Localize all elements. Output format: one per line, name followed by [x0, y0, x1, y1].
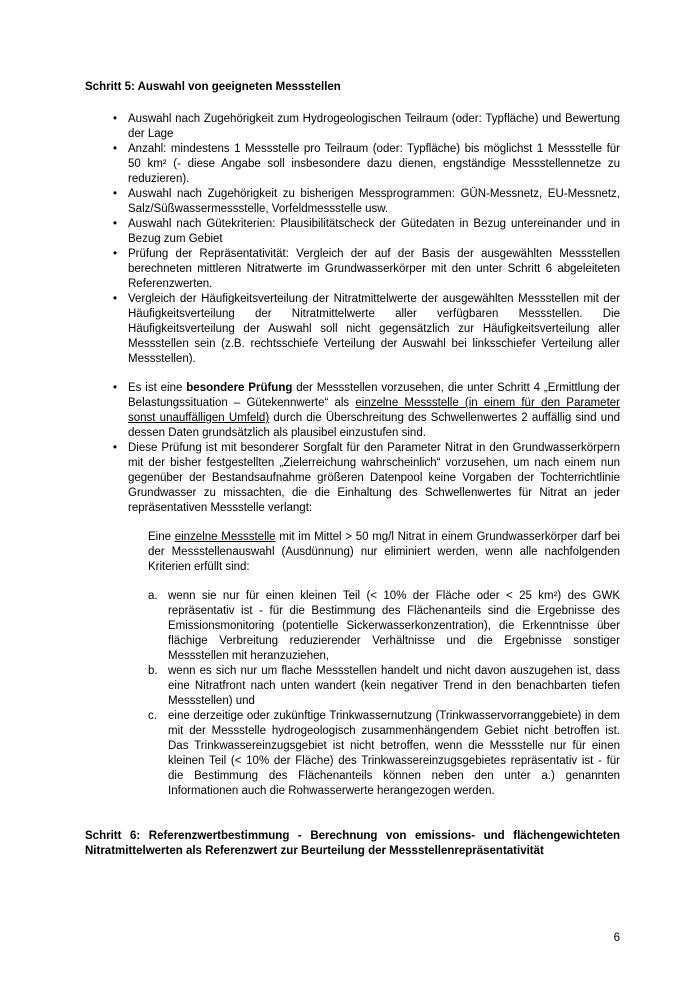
- text-segment: wenn es sich nur um flache Messstellen handelt und nicht davon auszugehen ist, dass eine Nitratfront nach unten wandert (kein negativer Trend in den benachbarten tiefen Messstellen) und: [168, 665, 620, 707]
- text-segment: Auswahl nach Zugehörigkeit zum Hydrogeologischen Teilraum (oder: Typfläche) und Bewertung der Lage: [128, 113, 620, 140]
- indented-paragraph: [85, 530, 620, 575]
- text-segment: Es ist eine: [128, 382, 187, 394]
- bullet-item: [85, 217, 620, 247]
- spacer: [85, 516, 620, 530]
- bullet-marker: •: [113, 113, 118, 125]
- spacer: [85, 367, 620, 381]
- bullet-item: [85, 247, 620, 292]
- paragraph-text: [128, 441, 620, 516]
- list-label: c.: [148, 710, 157, 722]
- text-segment: Schritt 5: Auswahl von geeigneten Messstellen: [85, 81, 341, 93]
- bullet-item: [85, 187, 620, 217]
- section-heading: [85, 80, 620, 95]
- text-segment: Vergleich der Häufigkeitsverteilung der Nitratmittelwerte der ausgewählten Messstellen mit der Häufigkeitsverteilung der Nitratmittelwerte aller verfügbaren Messstellen. Die Häufigkeitsverteilung der Auswahl soll nicht gegensätzlich zur Häufigkeitsverteilung aller Messstellen sein (z.B. rechtsschiefe Verteilung der Auswahl bei linksschiefer Verteilung aller Messstellen).: [128, 293, 620, 365]
- bullet-item: [85, 142, 620, 187]
- lettered-item: [85, 664, 620, 709]
- paragraph-text: [85, 829, 620, 859]
- text-segment: Diese Prüfung ist mit besonderer Sorgfalt für den Parameter Nitrat in den Grundwasserkörpern mit der bisher festgestellten „Zielerreichung wahrscheinlich“ vorzusehen, um nach einem nun gegenüber der Bestandsaufnahme größeren Datenpool keine Vorgaben der Tochterrichtlinie Grundwasser zu missachten, die die Einhaltung des Schwellenwertes für Nitrat an jeder repräsentativen Messstelle verlangt:: [128, 442, 620, 514]
- paragraph-text: [168, 709, 620, 799]
- paragraph-text: [128, 142, 620, 187]
- bullet-marker: •: [113, 188, 118, 200]
- text-segment: Eine: [148, 531, 175, 543]
- text-segment: besondere Prüfung: [186, 382, 293, 394]
- paragraph-text: [128, 187, 620, 217]
- document-content: [85, 80, 620, 859]
- list-label: a.: [148, 590, 158, 602]
- section-heading: [85, 829, 620, 859]
- text-segment: Prüfung der Repräsentativität: Vergleich der auf der Basis der ausgewählten Messstellen berechneten mittleren Nitratwerte im Grundwasserkörper mit den unter Schritt 6 abgeleiteten Referenzwerten.: [128, 248, 620, 290]
- bullet-item: [85, 112, 620, 142]
- page-number: 6: [613, 932, 620, 944]
- bullet-marker: •: [113, 382, 118, 394]
- paragraph-text: [128, 217, 620, 247]
- text-segment: Anzahl: mindestens 1 Messstelle pro Teilraum (oder: Typfläche) bis möglichst 1 Messstelle für 50 km² (- diese Angabe soll insbesondere dazu dienen, engständige Messstellennetze zu reduzieren).: [128, 143, 620, 185]
- bullet-item: [85, 381, 620, 441]
- spacer: [85, 799, 620, 829]
- paragraph-text: [148, 530, 620, 575]
- bullet-marker: •: [113, 442, 118, 454]
- text-segment: durch die Überschreitung des Schwellenwertes 2 auffällig sind und dessen Daten grundsätzlich als plausibel einzustufen sind.: [128, 412, 620, 439]
- paragraph-text: [85, 80, 620, 95]
- lettered-item: [85, 709, 620, 799]
- bullet-marker: •: [113, 293, 118, 305]
- paragraph-text: [128, 112, 620, 142]
- text-segment: Auswahl nach Zugehörigkeit zu bisherigen Messprogrammen: GÜN-Messnetz, EU-Messnetz, Salz/Süßwassermessstelle, Vorfeldmessstelle usw.: [128, 188, 620, 215]
- bullet-item: [85, 441, 620, 516]
- paragraph-text: [168, 664, 620, 709]
- paragraph-text: [128, 381, 620, 441]
- bullet-marker: •: [113, 248, 118, 260]
- text-segment: einzelne Messstelle: [174, 531, 276, 543]
- list-label: b.: [148, 665, 158, 677]
- text-segment: mit im Mittel > 50 mg/l Nitrat in einem Grundwasserkörper darf bei der Messstellenauswahl (Ausdünnung) nur eliminiert werden, wenn alle nachfolgenden Kriterien erfüllt sind:: [148, 531, 620, 573]
- paragraph-text: [168, 589, 620, 664]
- spacer: [85, 575, 620, 589]
- text-segment: Schritt 6: Referenzwertbestimmung - Berechnung von emissions- und flächengewichteten Nitratmittelwerten als Referenzwert zur Beurteilung der Messstellenrepräsentativität: [85, 830, 620, 857]
- text-segment: der Messstellen vorzusehen, die unter Schritt 4 „Ermittlung der Belastungssituation – Gütekennwerte“ als: [128, 382, 620, 409]
- bullet-marker: •: [113, 143, 118, 155]
- lettered-item: [85, 589, 620, 664]
- text-segment: eine derzeitige oder zukünftige Trinkwassernutzung (Trinkwasservorranggebiete) in dem mit der Messstelle hydrogeologisch zusammenhängendem Gebiet nicht betroffen ist. Das Trinkwassereinzugsgebiet ist nicht betroffen, wenn die Messstelle nur für einen kleinen Teil (< 10% der Fläche) des Trinkwassereinzugsgebietes repräsentativ ist - für die Bestimmung des Flächenanteils können neben den unter a.) genannten Informationen auch die Rohwasserwerte herangezogen werden.: [168, 710, 620, 797]
- text-segment: einzelne Messstelle (in einem für den Parameter sonst unauffälligen Umfeld): [128, 397, 620, 424]
- text-segment: Auswahl nach Gütekriterien: Plausibilitätscheck der Gütedaten in Bezug untereinander und in Bezug zum Gebiet: [128, 218, 620, 245]
- bullet-item: [85, 292, 620, 367]
- text-segment: wenn sie nur für einen kleinen Teil (< 10% der Fläche oder < 25 km²) des GWK repräsentativ ist - für die Bestimmung des Flächenanteils sind die Ergebnisse des Emissionsmonitoring (potentielle Sickerwasserkonzentration), die Erkenntnisse über flächige Verbreitung reduzierender Verhältnisse und die Ergebnisse sonstiger Messstellen mit heranzuziehen,: [168, 590, 620, 662]
- bullet-marker: •: [113, 218, 118, 230]
- paragraph-text: [128, 292, 620, 367]
- paragraph-text: [128, 247, 620, 292]
